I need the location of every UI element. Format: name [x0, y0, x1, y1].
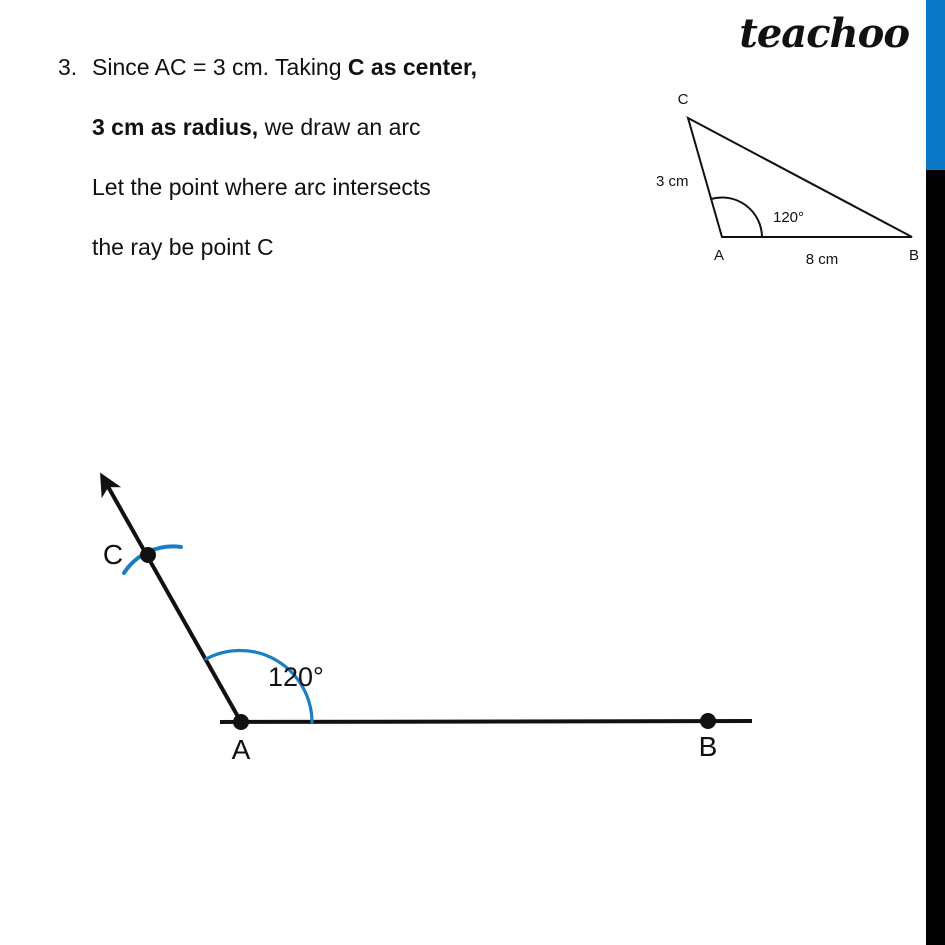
point-dot-a: [233, 714, 249, 730]
step-lines: [92, 52, 658, 262]
ray-ac: [102, 476, 241, 722]
step-line-4: the ray be point C: [92, 234, 274, 260]
construction-svg: [40, 440, 800, 790]
construction-label-b: B: [698, 731, 718, 762]
step-number: 3.: [58, 54, 78, 80]
point-dot-c: [140, 547, 156, 563]
reference-angle-label: 120°: [773, 209, 805, 226]
point-dot-b: [700, 713, 716, 729]
step-line-3: Let the point where arc intersects: [92, 174, 431, 200]
step-line-1: [92, 52, 658, 82]
reference-vertex-label-b: B: [908, 247, 920, 264]
construction-figure: [40, 440, 800, 790]
reference-angle-arc: [711, 197, 762, 237]
step-row: [58, 52, 658, 262]
line-segment-ab: [220, 721, 752, 722]
reference-vertex-label-a: A: [713, 247, 725, 264]
reference-triangle-figure: [640, 80, 940, 280]
edge-bar-black: [926, 170, 945, 945]
step-line-1-plain: Since AC = 3 cm. Taking: [92, 54, 348, 80]
reference-vertex-label-c: C: [677, 91, 689, 108]
reference-side-label-ab: 8 cm: [805, 251, 839, 268]
step-line-2-plain: we draw an arc: [258, 114, 421, 140]
construction-label-c: C: [102, 539, 124, 570]
reference-triangle-svg: [640, 80, 940, 280]
construction-label-a: A: [231, 734, 251, 765]
teachoo-logo: teachoo: [739, 10, 909, 57]
step-line-2: [92, 112, 658, 142]
step-line-2-bold: 3 cm as radius,: [92, 114, 259, 140]
step-text-block: [58, 52, 658, 292]
step-line-1-bold: C as center,: [347, 54, 478, 80]
reference-side-label-ca: 3 cm: [656, 173, 689, 190]
construction-angle-label: 120°: [268, 662, 324, 692]
